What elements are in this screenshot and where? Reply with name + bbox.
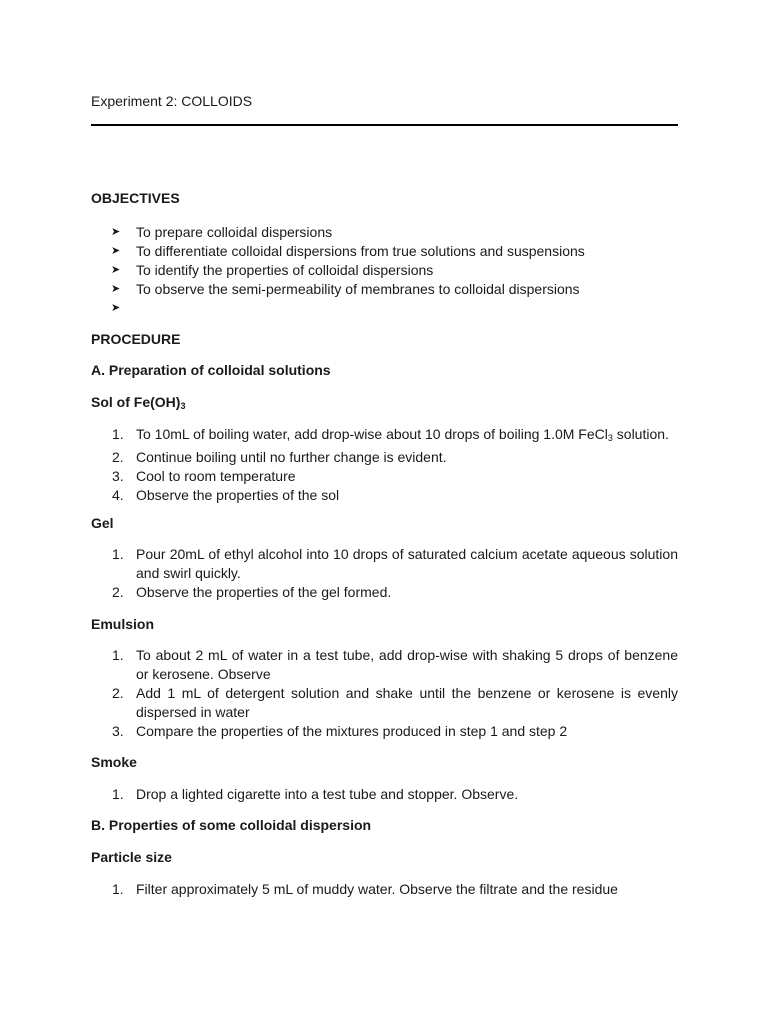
objective-item xyxy=(91,299,585,318)
list-item: 2. Observe the properties of the gel formed. xyxy=(112,584,392,600)
arrowhead-bullet-icon: ➤ xyxy=(111,245,121,257)
list-item: 1. Filter approximately 5 mL of muddy water. Observe the filtrate and the residue xyxy=(112,881,618,897)
objective-item: ➤ To observe the semi-permeability of membranes to colloidal dispersions xyxy=(111,281,580,297)
particle-size-heading: Particle size xyxy=(91,849,172,865)
arrowhead-bullet-icon: ➤ xyxy=(111,226,121,238)
emulsion-steps xyxy=(91,646,678,741)
objective-item: ➤ To prepare colloidal dispersions xyxy=(111,224,333,240)
procedure-heading: PROCEDURE xyxy=(91,331,181,347)
gel-steps xyxy=(91,545,678,602)
objectives-list xyxy=(91,223,585,318)
objective-item: ➤ To identify the properties of colloidal dispersions xyxy=(111,262,434,278)
list-item: 2. Add 1 mL of detergent solution and shake until the benzene or kerosene is evenly dispersed in water xyxy=(112,685,678,720)
smoke-steps xyxy=(91,785,678,804)
smoke-heading: Smoke xyxy=(91,754,137,770)
list-item: 1. Drop a lighted cigarette into a test tube and stopper. Observe. xyxy=(112,786,519,802)
section-b-heading: B. Properties of some colloidal dispersion xyxy=(91,817,372,833)
list-item: 2. Continue boiling until no further change is evident. xyxy=(112,449,447,465)
arrowhead-bullet-icon: ➤ xyxy=(111,302,121,314)
list-item: 4. Observe the properties of the sol xyxy=(112,487,340,503)
list-item: 1. Pour 20mL of ethyl alcohol into 10 drops of saturated calcium acetate aqueous solution and swirl quickly. xyxy=(112,546,678,581)
experiment-title: Experiment 2: COLLOIDS xyxy=(91,93,253,109)
emulsion-heading: Emulsion xyxy=(91,616,155,632)
sol-steps xyxy=(91,425,678,505)
sol-heading: Sol of $Fe(OH)_3$ xyxy=(91,394,186,411)
list-item: 1. To 10mL of boiling water, add drop-wise about 10 drops of boiling 1.0M FeCl$_3$ solution. xyxy=(112,426,669,443)
gel-heading: Gel xyxy=(91,515,114,531)
arrowhead-bullet-icon: ➤ xyxy=(111,264,121,276)
list-item: 3. Cool to room temperature xyxy=(112,468,296,484)
particle-size-steps xyxy=(91,880,678,899)
arrowhead-bullet-icon: ➤ xyxy=(111,283,121,295)
document-page xyxy=(91,0,678,1024)
list-item: 3. Compare the properties of the mixtures produced in step 1 and step 2 xyxy=(112,723,568,739)
objectives-heading: OBJECTIVES xyxy=(91,190,180,206)
title-underline xyxy=(91,124,678,126)
list-item: 1. To about 2 mL of water in a test tube, add drop-wise with shaking 5 drops of benzene or kerosene. Observe xyxy=(112,647,678,682)
section-a-heading: A. Preparation of colloidal solutions xyxy=(91,362,331,378)
objective-item: ➤ To differentiate colloidal dispersions from true solutions and suspensions xyxy=(111,243,585,259)
